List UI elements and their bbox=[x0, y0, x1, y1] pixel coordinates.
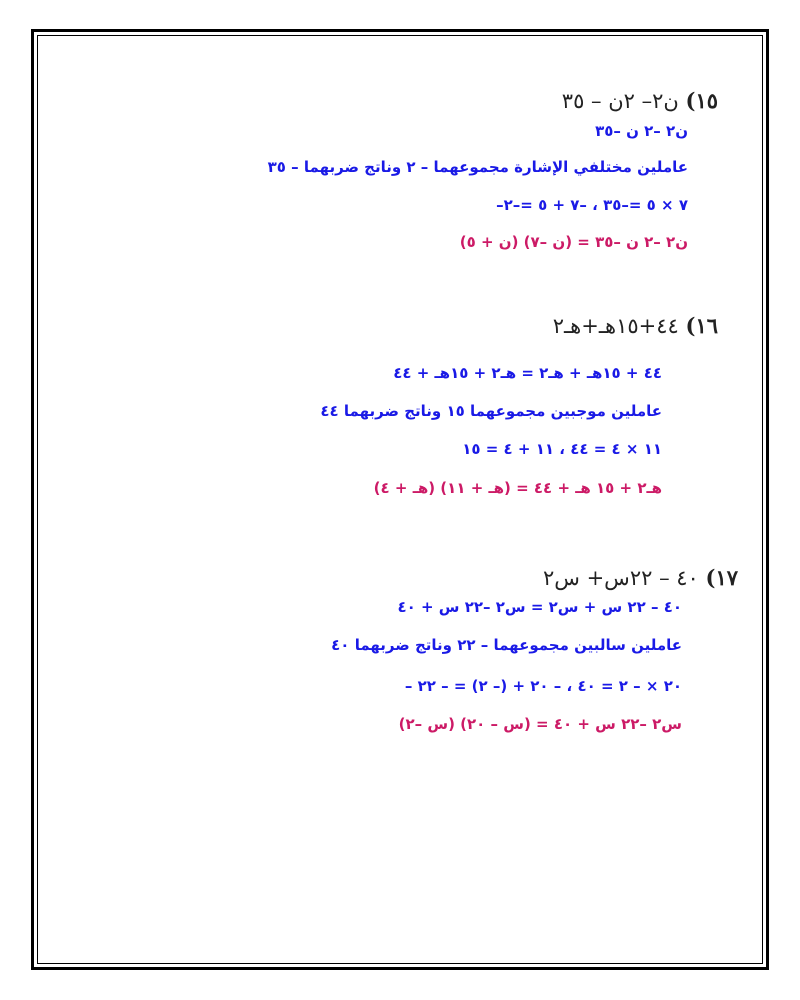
problem-15-restated: ن٢ –٢ ن –٣٥ bbox=[595, 122, 688, 140]
problem-number: ١٧) bbox=[705, 565, 738, 590]
problem-16-explanation: عاملين موجبين مجموعهما ١٥ وناتج ضربهما ٤٤ bbox=[320, 402, 662, 420]
problem-16-factored: هـ٢ + ١٥ هـ + ٤٤ = (هـ + ١١) (هـ + ٤) bbox=[373, 479, 662, 497]
problem-17-factored: س٢ –٢٢ س + ٤٠ = (س – ٢٠) (س –٢) bbox=[398, 715, 682, 733]
problem-expression: ن٢– ٢ن – ٣٥ bbox=[561, 89, 679, 113]
problem-17-check: – ٢٠ × – ٢ = ٤٠ ، – ٢٠ + (– ٢) = – ٢٢ bbox=[404, 677, 682, 695]
problem-expression: ٤٠ – ٢٢س+ س٢ bbox=[543, 566, 699, 590]
problem-17-explanation: عاملين سالبين مجموعهما – ٢٢ وناتج ضربهما ٤٠ bbox=[331, 636, 682, 654]
problem-15-statement bbox=[562, 88, 718, 113]
problem-16-statement bbox=[553, 313, 718, 338]
problem-15-explanation: عاملين مختلفي الإشارة مجموعهما – ٢ وناتج ضربهما – ٣٥ bbox=[267, 158, 688, 176]
problem-17-restated: ٤٠ – ٢٢ س + س٢ = س٢ –٢٢ س + ٤٠ bbox=[397, 598, 682, 616]
problem-number: ١٥) bbox=[685, 88, 718, 113]
problem-number: ١٦) bbox=[685, 313, 718, 338]
problem-17-statement bbox=[543, 565, 738, 590]
problem-15-factored: ن٢ –٢ ن –٣٥ = (ن –٧) (ن + ٥) bbox=[459, 233, 688, 251]
problem-16-restated: ٤٤ + ١٥هـ + هـ٢ = هـ٢ + ١٥هـ + ٤٤ bbox=[393, 364, 662, 382]
problem-16-check: ١١ × ٤ = ٤٤ ، ١١ + ٤ = ١٥ bbox=[462, 440, 662, 458]
problem-expression: ٤٤+١٥هـ+هـ٢ bbox=[552, 314, 679, 338]
problem-15-check: –٧ × ٥ =–٣٥ ، –٧ + ٥ =–٢ bbox=[496, 196, 688, 214]
